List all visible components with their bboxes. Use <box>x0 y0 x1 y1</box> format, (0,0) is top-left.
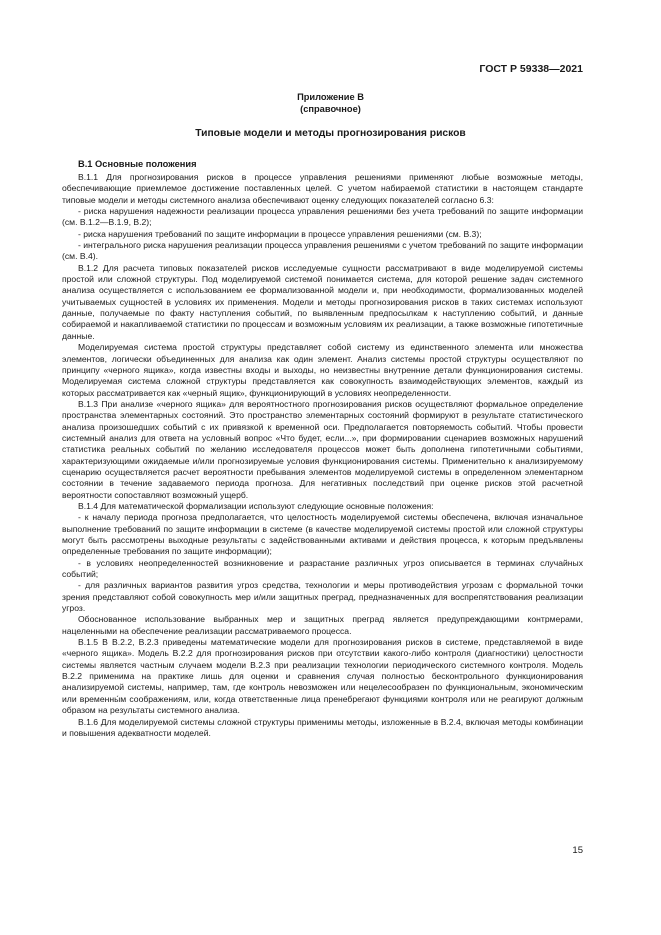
list-item: - к началу периода прогноза предполагается, что целостность моделируемой системы обеспечена, включая изначальное выполнение требований по защите информации в системе (в качестве моделируемой системы простой или сложной структуры могут быть рассмотрены выходные результаты с задействованными активами и действия процесса, к которым предъявлены определенные требования по защите информации); <box>62 512 583 557</box>
paragraph: В.1.5 В В.2.2, В.2.3 приведены математические модели для прогнозирования рисков в системе, представляемой в виде «черного ящика». Модель В.2.2 для прогнозирования рисков при отсутствии какого-либо контроля (диагностики) целостности системы является частным случаем модели В.2.3 при реализации технологии периодического системного контроля. Модель В.2.2 применима на практике лишь для оценки и сравнения случая полностью бесконтрольного функционирования анализируемой системы, например, там, где контроль невозможен или нецелесообразен по функциональным, экономическим или временны́м соображениям, или, когда ответственные лица пренебрегают функциями контроля или не реагируют должным образом на результаты системного анализа. <box>62 637 583 716</box>
list-item: - интегрального риска нарушения реализации процесса управления решениями с учетом требований по защите информации (см. В.4). <box>62 240 583 262</box>
list-item: - для различных вариантов развития угроз средства, технологии и меры противодействия угрозам с формальной точки зрения представляют собой совокупность мер и/или защитных преград, предназначенных для воспрепятствования реализации угроз. <box>62 580 583 614</box>
appendix-title: Приложение В <box>297 92 364 102</box>
list-item: - в условиях неопределенностей возникновение и разрастание различных угроз описывается в терминах случайных событий; <box>62 557 583 580</box>
standard-code: ГОСТ Р 59338—2021 <box>479 63 583 75</box>
paragraph: Моделируемая система простой структуры представляет собой систему из единственного элемента или множества элементов, логически объединенных для анализа как один элемент. Анализ системы простой структуры осуществляют по принципу «черного ящика», когда известны входы и выходы, но неизвестны внутренние детали функционирования системы. Моделируемая система сложной структуры представляется как совокупность взаимодействующих элементов, каждый из которых рассматривается как «черный ящик», функционирующий в условиях неопределенности. <box>62 342 583 398</box>
appendix-subtitle: (справочное) <box>300 104 361 114</box>
list-item: - риска нарушения надежности реализации процесса управления решениями без учета требований по защите информации (см. В.1.2—В.1.9, В.2); <box>62 206 583 228</box>
body-text <box>62 172 583 739</box>
paragraph: В.1.4 Для математической формализации используют следующие основные положения: <box>78 500 434 511</box>
section-heading: В.1 Основные положения <box>78 159 197 169</box>
paragraph: В.1.2 Для расчета типовых показателей рисков исследуемые сущности рассматривают в виде моделируемой системы простой или сложной структуры. Под моделируемой системой понимается система, для которой решение задач системного анализа осуществляется с использованием ее формализованной модели и, при необходимости, формализованных моделей учитываемых сущностей в условиях их применения. Модели и методы прогнозирования рисков в таких системах используют данные, получаемые по факту наступления событий, по выявленным предпосылкам к наступлению событий, и данные собираемой и накапливаемой статистики по процессам и возможным условиям их реализации, а также возможные гипотетичные данные. <box>62 262 583 341</box>
paragraph: В.1.3 При анализе «черного ящика» для вероятностного прогнозирования рисков осуществляют формальное определение пространства элементарных состояний. Это пространство элементарных состояний формируют в результате статистического анализа произошедших событий с их привязкой к временной оси. Предполагается повторяемость событий. Чтобы провести системный анализ для ответа на условный вопрос «Что будет, если...», при формировании сценариев возможных нарушений статистика реальных событий по желанию исследователя процессов может быть дополнена гипотетичными событиями, характеризующими ожидаемые и/или прогнозируемые условия функционирования системы. Применительно к анализируемому сценарию осуществляется расчет вероятности пребывания элементов моделируемой системы в определенном элементарном состоянии в течение задаваемого периода прогноза. Для негативных последствий при оценке рисков этой расчетной вероятности сопоставляют возможный ущерб. <box>62 398 583 500</box>
paragraph: В.1.6 Для моделируемой системы сложной структуры применимы методы, изложенные в В.2.4, включая методы комбинации и повышения адекватности моделей. <box>62 716 583 738</box>
page-number: 15 <box>572 845 583 856</box>
paragraph: Обоснованное использование выбранных мер и защитных преград является предупреждающими контрмерами, нацеленными на обеспечение реализации рассматриваемого процесса. <box>62 614 583 636</box>
list-item: - риска нарушения требований по защите информации в процессе управления решениями (см. В.3); <box>78 228 482 239</box>
document-title: Типовые модели и методы прогнозирования рисков <box>195 128 466 139</box>
paragraph: В.1.1 Для прогнозирования рисков в процессе управления решениями применяют любые возможные методы, обеспечивающие приемлемое достижение поставленных целей. С учетом набираемой статистики в настоящем стандарте типовые модели и методы системного анализа обеспечивают оценку следующих показателей согласно 6.3: <box>62 172 583 205</box>
